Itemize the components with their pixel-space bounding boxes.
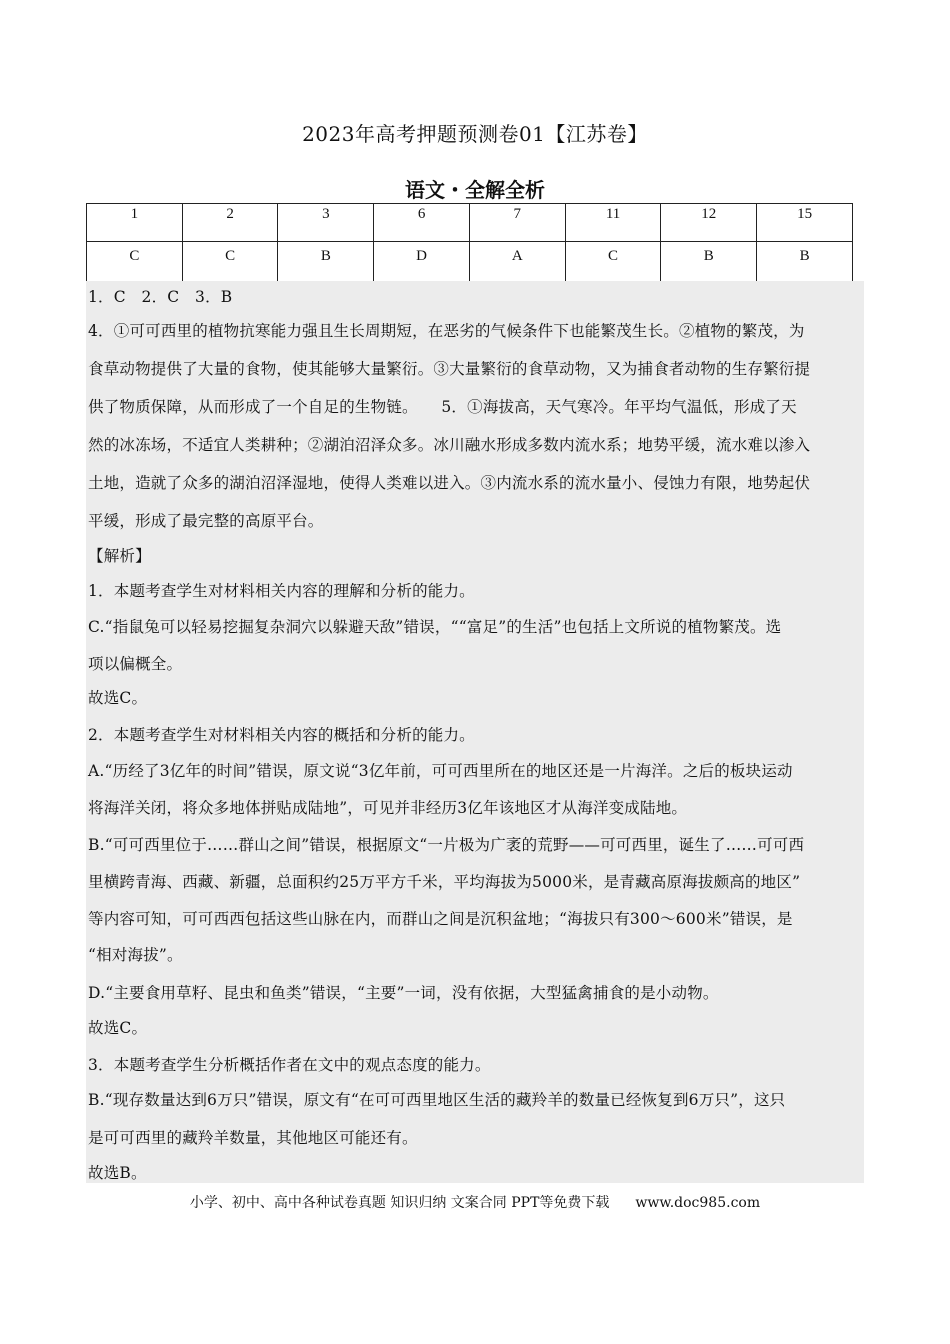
text-line: 供了物质保障，从而形成了一个自足的生物链。 5．①海拔高，天气寒冷。年平均气温低，形成了天 xyxy=(88,398,797,416)
answer-cell: B xyxy=(661,242,757,284)
answer-cell: C xyxy=(182,242,278,284)
text-line: 1．C 2．C 3．B xyxy=(88,288,233,306)
text-line: 4．①可可西里的植物抗寒能力强且生长周期短，在恶劣的气候条件下也能繁茂生长。②植物的繁茂，为 xyxy=(88,322,805,340)
text-line: 故选C。 xyxy=(88,689,148,707)
question-number-cell: 7 xyxy=(469,204,565,242)
question-number-cell: 3 xyxy=(278,204,374,242)
text-line: 2．本题考查学生对材料相关内容的概括和分析的能力。 xyxy=(88,726,475,744)
page-subtitle: 语文・全解全析 xyxy=(405,178,545,202)
page-title: 2023年高考押题预测卷01【江苏卷】 xyxy=(302,122,648,146)
question-number-cell: 15 xyxy=(757,204,853,242)
page-footer xyxy=(0,1192,950,1212)
text-line: B.“可可西里位于……群山之间”错误，根据原文“一片极为广袤的荒野——可可西里，诞生了……可可西 xyxy=(88,836,805,854)
text-line: 项以偏概全。 xyxy=(88,655,183,673)
text-line: 食草动物提供了大量的食物，使其能够大量繁衍。③大量繁衍的食草动物，又为捕食者动物的生存繁衍提 xyxy=(88,360,811,378)
answer-explanation-body xyxy=(86,281,864,1183)
answer-table-answer-row xyxy=(87,242,853,284)
answer-cell: C xyxy=(87,242,183,284)
answer-cell: D xyxy=(374,242,470,284)
question-number-cell: 12 xyxy=(661,204,757,242)
text-line: 故选C。 xyxy=(88,1019,148,1037)
answer-cell: B xyxy=(757,242,853,284)
text-line: 里横跨青海、西藏、新疆，总面积约25万平方千米，平均海拔为5000米，是青藏高原海拔颇高的地区” xyxy=(88,873,801,891)
text-line: 3．本题考查学生分析概括作者在文中的观点态度的能力。 xyxy=(88,1056,491,1074)
question-number-cell: 6 xyxy=(374,204,470,242)
question-number-cell: 1 xyxy=(87,204,183,242)
text-line: C.“指鼠兔可以轻易挖掘复杂洞穴以躲避天敌”错误，““富足”的生活”也包括上文所说的植物繁茂。选 xyxy=(88,618,782,636)
text-line: 土地，造就了众多的湖泊沼泽湿地，使得人类难以进入。③内流水系的流水量小、侵蚀力有限，地势起伏 xyxy=(88,474,811,492)
text-line: 等内容可知，可可西西包括这些山脉在内，而群山之间是沉积盆地；“海拔只有300～600米”错误，是 xyxy=(88,910,793,928)
text-line: “相对海拔”。 xyxy=(88,946,183,964)
text-line: 故选B。 xyxy=(88,1164,147,1182)
question-number-cell: 2 xyxy=(182,204,278,242)
section-heading: 【解析】 xyxy=(88,547,151,565)
footer-text: 小学、初中、高中各种试卷真题 知识归纳 文案合同 PPT等免费下载 xyxy=(189,1195,610,1211)
text-line: D.“主要食用草籽、昆虫和鱼类”错误，“主要”一词，没有依据，大型猛禽捕食的是小动物。 xyxy=(88,984,719,1002)
answer-cell: A xyxy=(469,242,565,284)
text-line: A.“历经了3亿年的时间”错误，原文说“3亿年前，可可西里所在的地区还是一片海洋。之后的板块运动 xyxy=(88,762,793,780)
answer-table-number-row xyxy=(87,204,853,242)
answer-table xyxy=(86,203,853,284)
text-line: 然的冰冻场，不适宜人类耕种；②湖泊沼泽众多。冰川融水形成多数内流水系；地势平缓，流水难以渗入 xyxy=(88,436,811,454)
question-number-cell: 11 xyxy=(565,204,661,242)
text-line: 将海洋关闭，将众多地体拼贴成陆地”，可见并非经历3亿年该地区才从海洋变成陆地。 xyxy=(88,799,688,817)
text-line: B.“现存数量达到6万只”错误，原文有“在可可西里地区生活的藏羚羊的数量已经恢复到6万只”，这只 xyxy=(88,1091,786,1109)
text-line: 是可可西里的藏羚羊数量，其他地区可能还有。 xyxy=(88,1129,418,1147)
answer-cell: B xyxy=(278,242,374,284)
text-line: 1．本题考查学生对材料相关内容的理解和分析的能力。 xyxy=(88,582,475,600)
footer-site-link[interactable]: www.doc985.com xyxy=(635,1195,761,1211)
answer-cell: C xyxy=(565,242,661,284)
text-line: 平缓，形成了最完整的高原平台。 xyxy=(88,512,324,530)
